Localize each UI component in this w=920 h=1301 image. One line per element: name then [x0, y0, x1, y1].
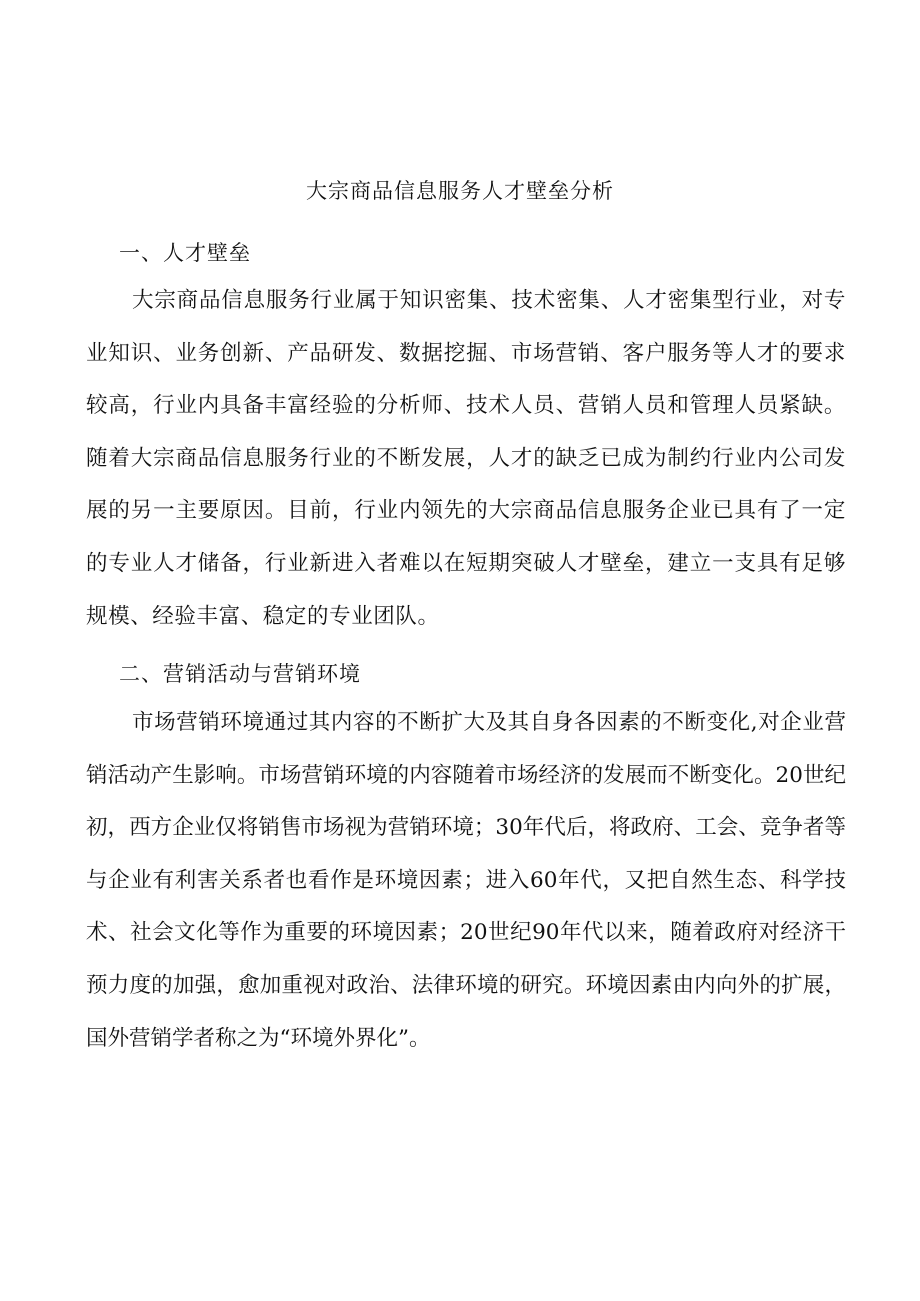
- document-title: 大宗商品信息服务人才壁垒分析: [306, 179, 614, 203]
- section-heading-talent-barrier: 一、人才壁垒: [119, 241, 251, 265]
- section-paragraph-marketing-environment: 市场营销环境通过其内容的不断扩大及其自身各因素的不断变化,对企业营销活动产生影响。市场营销环境的内容随着市场经济的发展而不断变化。20世纪初，西方企业仅将销售市场视为营销环境；30年代后，将政府、工会、竞争者等与企业有利害关系者也看作是环境因素；进入60年代，又把自然生态、科学技术、社会文化等作为重要的环境因素；20世纪90年代以来，随着政府对经济干预力度的加强，愈加重视对政治、法律环境的研究。环境因素由内向外的扩展，国外营销学者称之为“环境外界化”。: [86, 710, 846, 1051]
- section-paragraph-talent-barrier: 大宗商品信息服务行业属于知识密集、技术密集、人才密集型行业，对专业知识、业务创新、产品研发、数据挖掘、市场营销、客户服务等人才的要求较高，行业内具备丰富经验的分析师、技术人员、营销人员和管理人员紧缺。随着大宗商品信息服务行业的不断发展，人才的缺乏已成为制约行业内公司发展的另一主要原因。目前，行业内领先的大宗商品信息服务企业已具有了一定的专业人才储备，行业新进入者难以在短期突破人才壁垒，建立一支具有足够规模、经验丰富、稳定的专业团队。: [86, 288, 846, 629]
- section-heading-marketing-environment: 二、营销活动与营销环境: [119, 662, 361, 686]
